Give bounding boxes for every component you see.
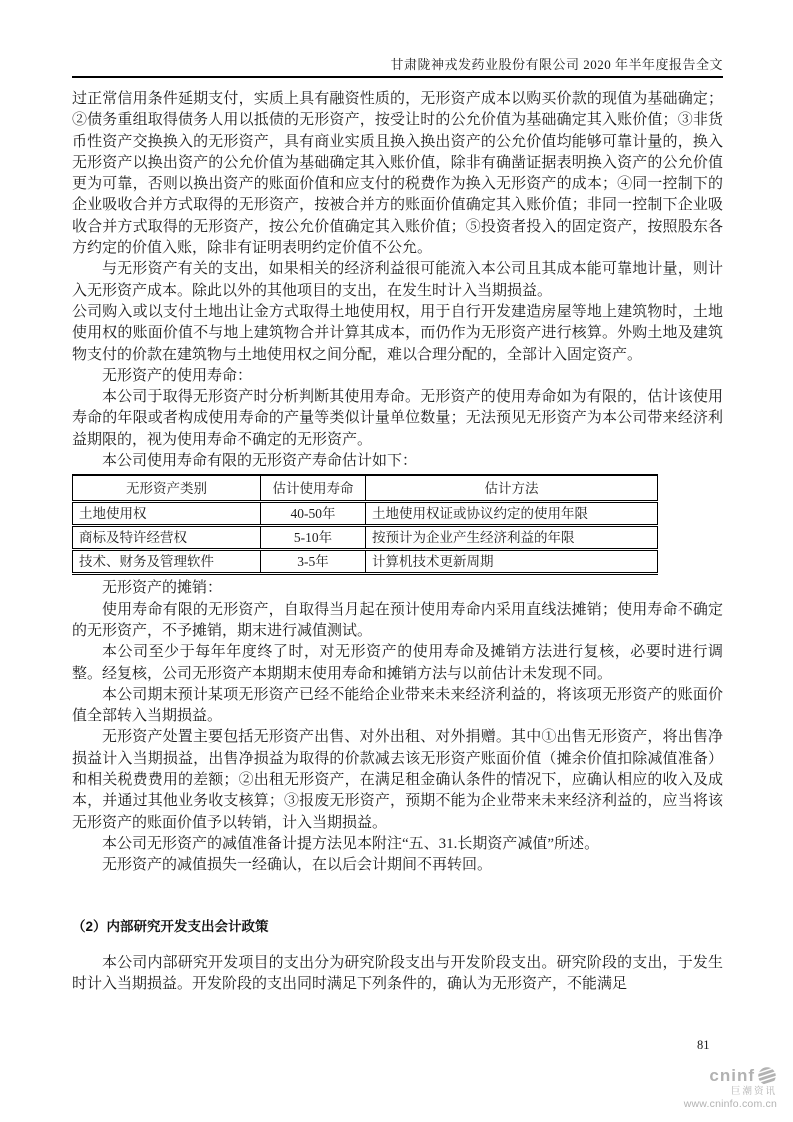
paragraph: 本公司内部研究开发项目的支出分为研究阶段支出与开发阶段支出。研究阶段的支出，于发生时计入当期损益。开发阶段的支出同时满足下列条件的，确认为无形资产，不能满足 xyxy=(72,954,723,992)
table-cell: 计算机技术更新周期 xyxy=(366,550,658,574)
cninfo-swirl-icon xyxy=(757,1066,777,1086)
logo-url: www.cninfo.com.cn xyxy=(683,1097,777,1110)
table-header-cell: 估计使用寿命 xyxy=(261,475,366,502)
table-cell: 3-5年 xyxy=(261,550,366,574)
paragraph: 无形资产处置主要包括无形资产出售、对外出租、对外捐赠。其中①出售无形资产，将出售净损益计入当期损益，出售净损益为取得的价款减去该无形资产账面价值（摊余价值扣除减值准备）和相关税费费用的差额；②出租无形资产，在满足租金确认条件的情况下，应确认相应的收入及成本，并通过其他业务收支核算；③报废无形资产，预期不能为企业带来未来经济利益的，应当将该无形资产的账面价值予以转销，计入当期损益。 xyxy=(72,729,723,831)
table-cell: 技术、财务及管理软件 xyxy=(73,550,261,574)
table-header-cell: 无形资产类别 xyxy=(73,475,261,502)
paragraph: 本公司无形资产的减值准备计提方法见本附注“五、31.长期资产减值”所述。 xyxy=(102,835,600,852)
paragraph: 无形资产的减值损失一经确认，在以后会计期间不再转回。 xyxy=(102,857,493,874)
logo-chinese-name: 巨潮资讯 xyxy=(730,1086,777,1097)
useful-life-table xyxy=(72,474,658,575)
table-row xyxy=(73,502,658,526)
table-cell: 土地使用权 xyxy=(73,502,261,526)
logo-brand-text: cninf xyxy=(709,1066,755,1086)
table-cell: 40-50年 xyxy=(261,502,366,526)
paragraph: 无形资产的摊销： xyxy=(102,580,223,597)
paragraph: 本公司期末预计某项无形资产已经不能给企业带来未来经济利益的，将该项无形资产的账面价值全部转入当期损益。 xyxy=(72,686,723,725)
paragraph: 本公司使用寿命有限的无形资产寿命估计如下： xyxy=(102,453,418,470)
header-title: 甘肃陇神戎发药业股份有限公司 2020 年半年度报告全文 xyxy=(390,57,723,72)
header-divider xyxy=(72,76,723,78)
table-cell: 按预计为企业产生经济利益的年限 xyxy=(366,526,658,550)
table-header-row xyxy=(73,475,658,502)
paragraph: 本公司至少于每年年度终了时，对无形资产的使用寿命及摊销方法进行复核，必要时进行调整。经复核，公司无形资产本期期末使用寿命和摊销方法与以前估计未发现不同。 xyxy=(72,644,723,682)
document-content xyxy=(72,89,723,995)
table-header-cell: 估计方法 xyxy=(366,475,658,502)
paragraph: 本公司于取得无形资产时分析判断其使用寿命。无形资产的使用寿命如为有限的，估计该使用寿命的年限或者构成使用寿命的产量等类似计量单位数量；无法预见无形资产为本公司带来经济利益期限的，视为使用寿命不确定的无形资产。 xyxy=(72,389,723,448)
page-number: 81 xyxy=(697,1038,710,1052)
table-row xyxy=(73,526,658,550)
paragraph: 公司购入或以支付土地出让金方式取得土地使用权，用于自行开发建造房屋等地上建筑物时，土地使用权的账面价值不与地上建筑物合并计算其成本，而仍作为无形资产进行核算。外购土地及建筑物支付的价款在建筑物与土地使用权之间分配，难以合理分配的，全部计入固定资产。 xyxy=(72,303,723,363)
paragraph: 使用寿命有限的无形资产，自取得当月起在预计使用寿命内采用直线法摊销；使用寿命不确定的无形资产，不予摊销，期末进行减值测试。 xyxy=(72,601,723,639)
table-row xyxy=(73,550,658,574)
cninfo-logo xyxy=(684,1066,777,1110)
paragraph: 无形资产的使用寿命： xyxy=(102,367,253,384)
table-cell: 商标及特许经营权 xyxy=(73,526,261,550)
table-cell: 土地使用权证或协议约定的使用年限 xyxy=(366,502,658,526)
section-heading: （2）内部研究开发支出会计政策 xyxy=(72,918,269,934)
paragraph: 过正常信用条件延期支付，实质上具有融资性质的，无形资产成本以购买价款的现值为基础确定；②债务重组取得债务人用以抵债的无形资产，按受让时的公允价值为基础确定其入账价值；③非货币性资产交换换入的无形资产，具有商业实质且换入换出资产的公允价值均能够可靠计量的，换入无形资产以换出资产的公允价值为基础确定其入账价值，除非有确凿证据表明换入资产的公允价值更为可靠，否则以换出资产的账面价值和应支付的税费作为换入无形资产的成本；④同一控制下的企业吸收合并方式取得的无形资产，按被合并方的账面价值确定其入账价值；非同一控制下企业吸收合并方式取得的无形资产，按公允价值确定其入账价值；⑤投资者投入的固定资产，按照股东各方约定的价值入账，除非有证明表明约定价值不公允。 xyxy=(72,91,723,257)
table-cell: 5-10年 xyxy=(261,526,366,550)
paragraph: 与无形资产有关的支出，如果相关的经济利益很可能流入本公司且其成本能可靠地计量，则计入无形资产成本。除此以外的其他项目的支出，在发生时计入当期损益。 xyxy=(72,261,723,299)
